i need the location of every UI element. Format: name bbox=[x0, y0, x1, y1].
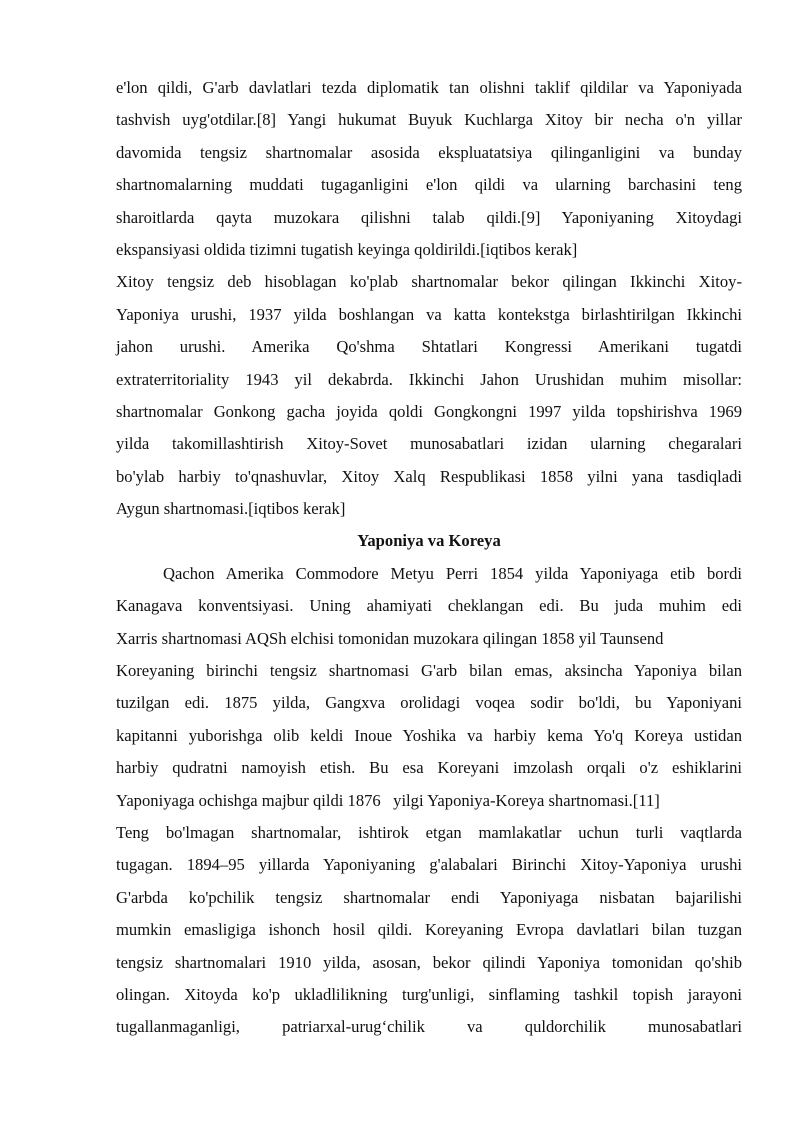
text-line: Xitoy tengsiz deb hisoblagan ko'plab shartnomalar bekor qilingan Ikkinchi Xitoy- bbox=[116, 272, 742, 292]
text-line: extraterritoriality 1943 yil dekabrda. Ikkinchi Jahon Urushidan muhim misollar: bbox=[116, 369, 742, 389]
text-line: e'lon qildi, G'arb davlatlari tezda diplomatik tan olishni taklif qildilar va Yaponiyada bbox=[116, 78, 742, 97]
text-line: bo'ylab harbiy to'qnashuvlar, Xitoy Xalq Respublikasi 1858 yilni yana tasdiqladi bbox=[116, 466, 742, 486]
text-line: olingan. Xitoyda ko'p ukladlilikning turg'unligi, sinflaming tashkil topish jarayoni bbox=[116, 984, 742, 1004]
text-line: harbiy qudratni namoyish etish. Bu esa Koreyani imzolash orqali o'z eshiklarini bbox=[116, 758, 742, 778]
text-line: Koreyaning birinchi tengsiz shartnomasi G'arb bilan emas, aksincha Yaponiya bilan bbox=[116, 661, 742, 681]
text-line: Kanagava konventsiyasi. Uning ahamiyati cheklangan edi. Bu juda muhim edi bbox=[116, 596, 742, 616]
text-line: jahon urushi. Amerika Qo'shma Shtatlari Kongressi Amerikani tugatdi bbox=[116, 337, 742, 357]
text-line: tugallanmaganligi, patriarxal-urug‘chilik va quldorchilik munosabatlari bbox=[116, 1017, 742, 1037]
text-line: tashvish uyg'otdilar.[8] Yangi hukumat Buyuk Kuchlarga Xitoy bir necha o'n yillar bbox=[116, 110, 742, 130]
text-line: Yaponiyaga ochishga majbur qildi 1876 yilgi Yaponiya-Koreya shartnomasi.[11] bbox=[116, 790, 660, 810]
text-line: ekspansiyasi oldida tizimni tugatish keyinga qoldirildi.[iqtibos kerak] bbox=[116, 239, 578, 259]
text-line: tugagan. 1894–95 yillarda Yaponiyaning g'alabalari Birinchi Xitoy-Yaponiya urushi bbox=[116, 855, 742, 875]
text-line: kapitanni yuborishga olib keldi Inoue Yoshika va harbiy kema Yo'q Koreya ustidan bbox=[116, 725, 742, 745]
text-line: tengsiz shartnomalari 1910 yilda, asosan, bekor qilindi Yaponiya tomonidan qo'shib bbox=[116, 952, 742, 972]
text-line: sharoitlarda qayta muzokara qilishni talab qildi.[9] Yaponiyaning Xitoydagi bbox=[116, 207, 742, 227]
page-content bbox=[116, 72, 742, 1044]
text-line: shartnomalarning muddati tugaganligini e'lon qildi va ularning barchasini teng bbox=[116, 175, 742, 195]
text-line: yilda takomillashtirish Xitoy-Sovet munosabatlari izidan ularning chegaralari bbox=[116, 434, 742, 454]
text-line: tuzilgan edi. 1875 yilda, Gangxva orolidagi voqea sodir bo'ldi, bu Yaponiyani bbox=[116, 693, 742, 713]
text-line: Teng bo'lmagan shartnomalar, ishtirok etgan mamlakatlar uchun turli vaqtlarda bbox=[116, 822, 742, 842]
section-heading: Yaponiya va Koreya bbox=[357, 531, 501, 551]
text-line: Aygun shartnomasi.[iqtibos kerak] bbox=[116, 499, 346, 519]
text-line: Yaponiya urushi, 1937 yilda boshlangan va katta kontekstga birlashtirilgan Ikkinchi bbox=[116, 304, 742, 324]
text-line: davomida tengsiz shartnomalar asosida ekspluatatsiya qilinganligini va bunday bbox=[116, 142, 742, 162]
text-line: mumkin emasligiga ishonch hosil qildi. Koreyaning Evropa davlatlari bilan tuzgan bbox=[116, 920, 742, 940]
text-line: shartnomalar Gonkong gacha joyida qoldi Gongkongni 1997 yilda topshirishva 1969 bbox=[116, 401, 742, 421]
text-line: Xarris shartnomasi AQSh elchisi tomonidan muzokara qilingan 1858 yil Taunsend bbox=[116, 628, 664, 648]
text-line: Qachon Amerika Commodore Metyu Perri 1854 yilda Yaponiyaga etib bordi bbox=[163, 563, 742, 583]
text-line: G'arbda ko'pchilik tengsiz shartnomalar endi Yaponiyaga nisbatan bajarilishi bbox=[116, 887, 742, 907]
